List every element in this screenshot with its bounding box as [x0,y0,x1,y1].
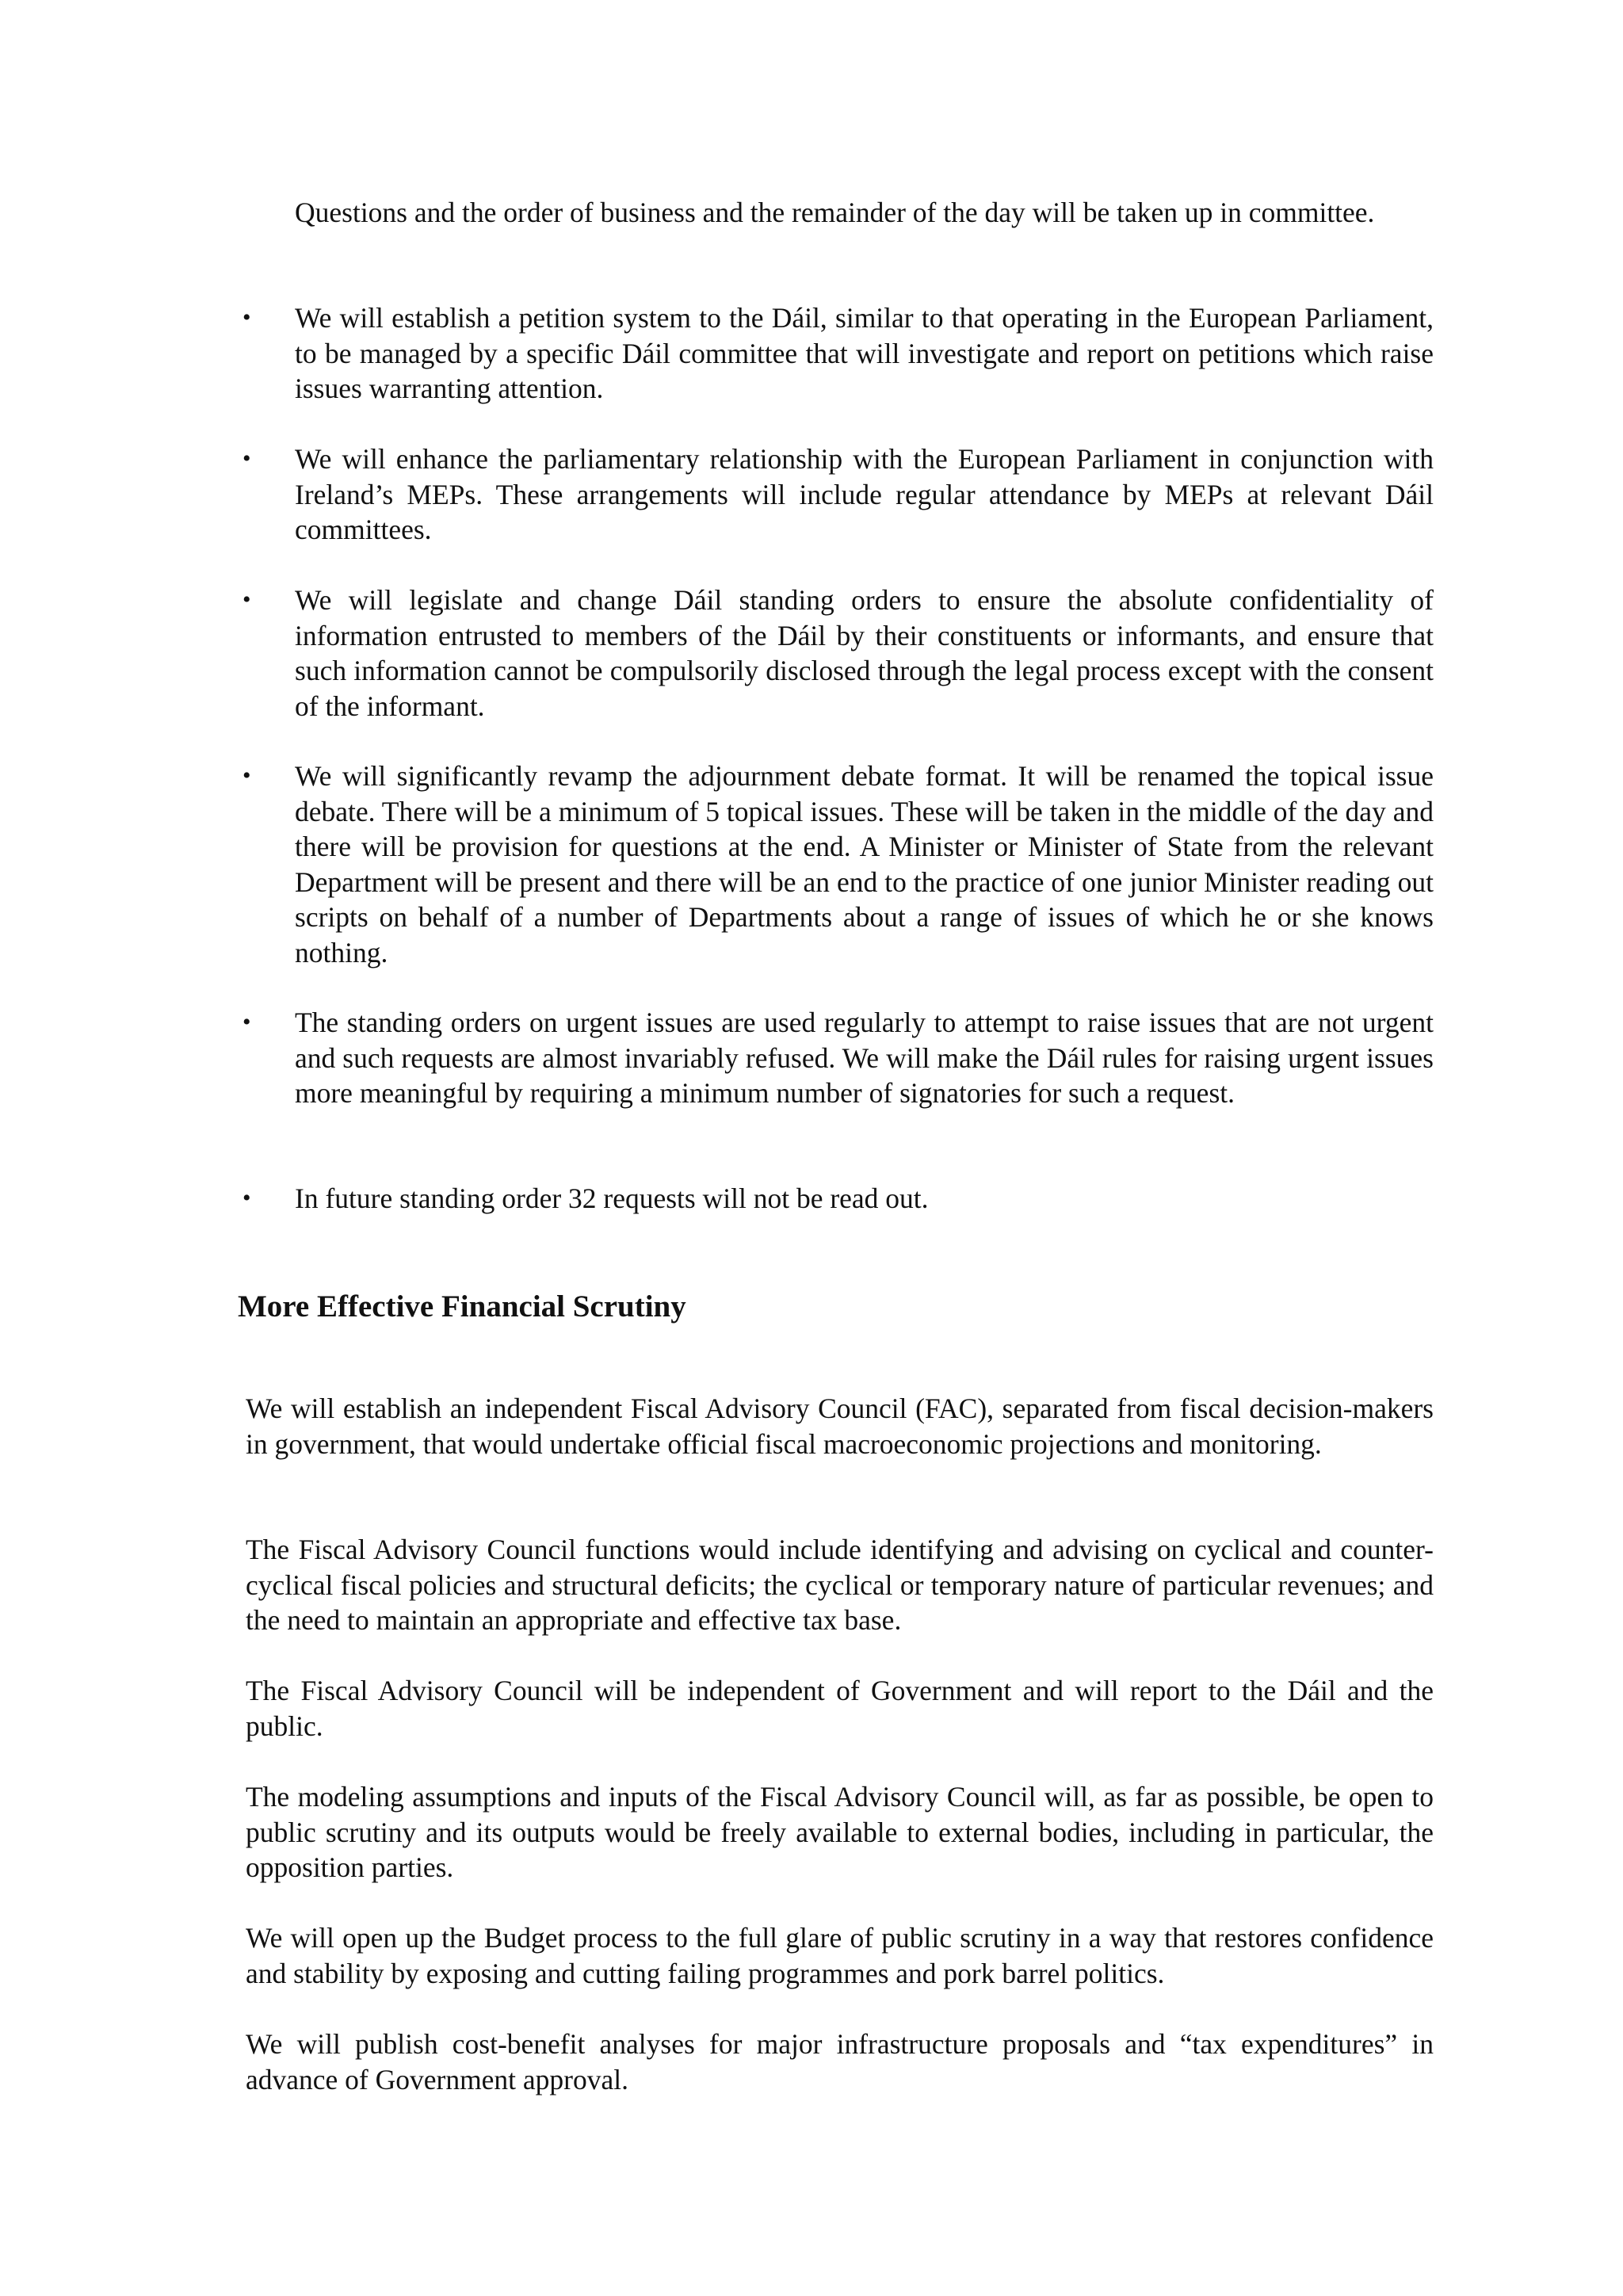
bullet-item-european-parliament: We will enhance the parliamentary relationship with the European Parliament in conjunction with Ireland’s MEPs. These arrangements will include regular attendance by MEPs at relevant Dáil committees. [295,443,1434,546]
continuation-paragraph: Questions and the order of business and the remainder of the day will be taken up in committee. [295,197,1375,228]
bullet-marker: • [242,445,251,472]
bullet-marker: • [242,762,251,789]
paragraph-fac-modeling: The modeling assumptions and inputs of the Fiscal Advisory Council will, as far as possible, be open to public scrutiny and its outputs would be freely available to external bodies, including in particular, the opposition parties. [246,1781,1434,1884]
paragraph-fac-independence: The Fiscal Advisory Council will be independent of Government and will report to the Dáil and the public. [246,1675,1434,1742]
paragraph-fac-functions: The Fiscal Advisory Council functions would include identifying and advising on cyclical and counter-cyclical fiscal policies and structural deficits; the cyclical or temporary nature of particular revenues; and the need to maintain an appropriate and effective tax base. [246,1534,1434,1637]
section-heading: More Effective Financial Scrutiny [238,1289,686,1324]
bullet-item-urgent-issues: The standing orders on urgent issues are used regularly to attempt to raise issues that are not urgent and such requests are almost invariably refused. We will make the Dáil rules for raising urgent issues more meaningful by requiring a minimum number of signatories for such a request. [295,1007,1434,1110]
paragraph-cost-benefit: We will publish cost-benefit analyses for major infrastructure proposals and “tax expenditures” in advance of Government approval. [246,2028,1434,2095]
bullet-item-confidentiality: We will legislate and change Dáil standing orders to ensure the absolute confidentiality of information entrusted to members of the Dáil by their constituents or informants, and ensure that such information cannot be compulsorily disclosed through the legal process except with the consent of the informant. [295,584,1434,722]
bullet-item-adjournment-debate: We will significantly revamp the adjournment debate format. It will be renamed the topical issue debate. There will be a minimum of 5 topical issues. These will be taken in the middle of the day and there will be provision for questions at the end. A Minister or Minister of State from the relevant Department will be present and there will be an end to the practice of one junior Minister reading out scripts on behalf of a number of Departments about a range of issues of which he or she knows nothing. [295,760,1434,968]
bullet-marker: • [242,586,251,613]
bullet-item-petition-system: We will establish a petition system to the Dáil, similar to that operating in the European Parliament, to be managed by a specific Dáil committee that will investigate and report on petitions which raise issues warranting attention. [295,302,1434,405]
bullet-marker: • [242,304,251,330]
paragraph-budget-process: We will open up the Budget process to the full glare of public scrutiny in a way that restores confidence and stability by exposing and cutting failing programmes and pork barrel politics. [246,1922,1434,1989]
bullet-marker: • [242,1009,251,1035]
bullet-marker: • [242,1185,251,1211]
paragraph-fac-establish: We will establish an independent Fiscal Advisory Council (FAC), separated from fiscal decision-makers in government, that would undertake official fiscal macroeconomic projections and monitoring. [246,1392,1434,1460]
bullet-item-standing-order-32: In future standing order 32 requests will not be read out. [295,1182,929,1214]
